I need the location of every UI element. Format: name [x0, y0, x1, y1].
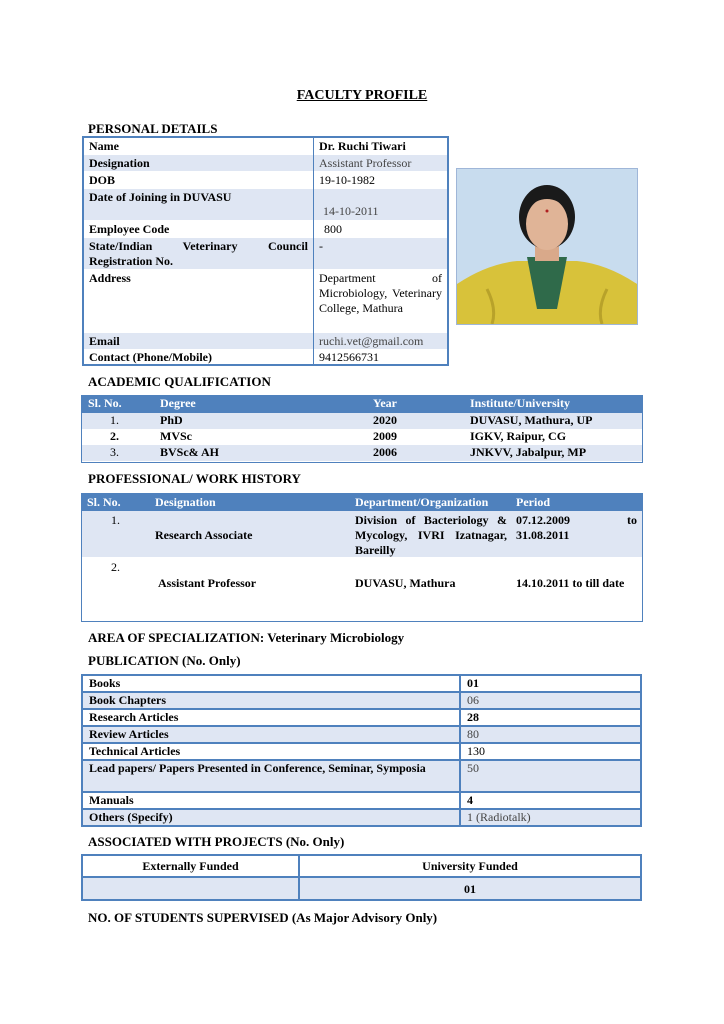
pub-value: 4 — [460, 792, 641, 809]
col-institute: Institute/University — [470, 396, 570, 410]
pub-value: 06 — [460, 692, 641, 709]
label-email: Email — [84, 333, 313, 349]
value-dob: 19-10-1982 — [319, 173, 375, 187]
table-row — [82, 743, 641, 760]
table-row — [82, 792, 641, 809]
pub-value: 28 — [460, 709, 641, 726]
work-row-1-designation: Research Associate — [155, 528, 253, 542]
academic-header-row — [82, 396, 642, 413]
label-registration: State/Indian Veterinary Council Registration No. — [84, 238, 313, 269]
label-name: Name — [89, 139, 119, 153]
label-address: Address — [89, 271, 131, 285]
pub-label: Technical Articles — [82, 743, 460, 760]
pub-label: Books — [82, 675, 460, 692]
value-joining: 14-10-2011 — [314, 189, 447, 220]
table-row — [82, 675, 641, 692]
publication-table — [81, 674, 640, 827]
table-row — [82, 692, 641, 709]
col-university-funded: University Funded — [299, 855, 641, 877]
pub-value: 01 — [460, 675, 641, 692]
work-row-1-period: 07.12.2009 to 31.08.2011 — [516, 513, 637, 542]
work-row-2-department: DUVASU, Mathura — [355, 576, 456, 590]
pub-label: Others (Specify) — [82, 809, 460, 826]
projects-heading: ASSOCIATED WITH PROJECTS (No. Only) — [88, 834, 345, 849]
table-row: 1. PhD 2020 DUVASU, Mathura, UP — [82, 413, 642, 429]
pub-label: Review Articles — [82, 726, 460, 743]
pub-value: 50 — [460, 760, 641, 792]
col-period: Period — [516, 495, 550, 509]
value-contact: 9412566731 — [319, 350, 379, 364]
profile-photo — [456, 168, 638, 325]
table-row: 3. BVSc& AH 2006 JNKVV, Jabalpur, MP — [82, 445, 642, 461]
value-designation: Assistant Professor — [314, 155, 447, 171]
label-dob: DOB — [89, 173, 116, 187]
projects-table — [81, 854, 640, 901]
pub-value: 80 — [460, 726, 641, 743]
col-degree: Degree — [160, 396, 196, 410]
label-joining: Date of Joining in DUVASU — [84, 189, 313, 220]
academic-table — [81, 395, 643, 463]
publication-heading: PUBLICATION (No. Only) — [88, 653, 241, 668]
pub-value: 1 (Radiotalk) — [460, 809, 641, 826]
university-funded-value: 01 — [299, 877, 641, 900]
col-department: Department/Organization — [355, 495, 489, 509]
work-row-2-sl: 2. — [111, 560, 120, 574]
work-row-1-department: Division of Bacteriology & Mycology, IVRI Izatnagar, Bareilly — [355, 513, 507, 557]
value-name: Dr. Ruchi Tiwari — [319, 139, 406, 153]
externally-funded-value — [82, 877, 299, 900]
work-history-heading: PROFESSIONAL/ WORK HISTORY — [88, 471, 301, 486]
col-sl-no: Sl. No. — [88, 396, 122, 410]
table-row: 2. MVSc 2009 IGKV, Raipur, CG — [110, 429, 567, 443]
specialization: AREA OF SPECIALIZATION: Veterinary Microbiology — [88, 630, 405, 645]
work-row-1-sl: 1. — [111, 513, 120, 527]
value-address: Department of Microbiology, Veterinary College, Mathura — [319, 271, 442, 315]
page-title: FACULTY PROFILE — [296, 88, 428, 103]
label-contact: Contact (Phone/Mobile) — [89, 350, 212, 364]
work-row-2-designation: Assistant Professor — [158, 576, 257, 590]
value-registration: - — [314, 238, 447, 269]
label-designation: Designation — [84, 155, 313, 171]
work-row-2-period: 14.10.2011 to till date — [516, 576, 625, 590]
table-row — [82, 726, 641, 743]
students-heading: NO. OF STUDENTS SUPERVISED (As Major Advisory Only) — [88, 910, 438, 925]
col-externally-funded: Externally Funded — [82, 855, 299, 877]
pub-label: Manuals — [82, 792, 460, 809]
table-row — [82, 809, 641, 826]
table-row — [82, 877, 641, 900]
value-employee-code: 800 — [324, 222, 342, 236]
projects-header-row — [82, 855, 641, 877]
label-employee-code: Employee Code — [89, 222, 170, 236]
pub-label: Lead papers/ Papers Presented in Conference, Seminar, Symposia — [82, 760, 460, 792]
col-sl-no: Sl. No. — [87, 495, 121, 509]
pub-label: Research Articles — [82, 709, 460, 726]
col-year: Year — [373, 396, 397, 410]
table-row — [82, 760, 641, 792]
table-row — [82, 709, 641, 726]
academic-heading: ACADEMIC QUALIFICATION — [88, 374, 271, 389]
pub-value: 130 — [460, 743, 641, 760]
value-email: ruchi.vet@gmail.com — [314, 333, 447, 349]
pub-label: Book Chapters — [82, 692, 460, 709]
personal-details-heading: PERSONAL DETAILS — [88, 121, 218, 136]
col-designation: Designation — [155, 495, 216, 509]
